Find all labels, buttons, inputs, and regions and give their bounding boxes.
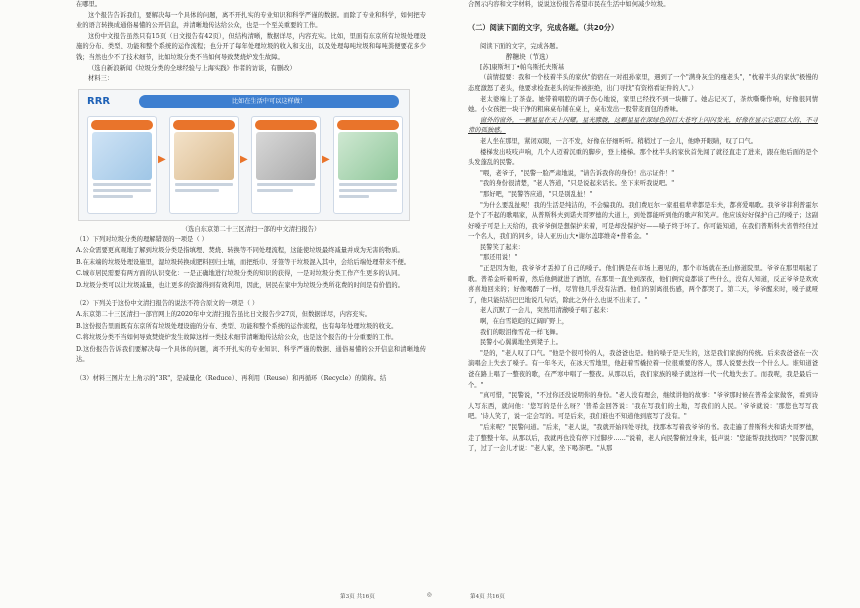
illustration-image [174, 132, 234, 180]
question: （2）下列关于这份中文清扫报告的说法不符合原文的一项是（ ） [76, 300, 259, 308]
figure-banner: 比如在生活中可以这样做！ [139, 95, 399, 108]
paragraph: 合图示内容和文字材料，说说这份报告希望市民在生活中如何减少垃圾。 [468, 1, 670, 8]
illustration-image [256, 132, 316, 180]
option: D.垃圾分类可以让垃圾减量，也让更多的资源得到有效利用，因此，居民在家中为垃圾分类所花费的时间是有价值的。 [76, 281, 404, 289]
arrow-right-icon: ▶ [158, 153, 166, 165]
rrr-logo: RRR [87, 95, 111, 107]
illustration-image [92, 132, 152, 180]
recycling-figure [78, 89, 410, 221]
figure-panel [169, 116, 239, 214]
material-label: 材料三： [88, 75, 114, 83]
binding-mark-icon: ◎ [427, 592, 432, 598]
paragraph: "我的身份很清楚，"老人答道，"只是说起来话长。坐下来听我说吧。" [480, 180, 675, 188]
paragraph: "真可惜，"民警说，"不过你还没说明你的身份。"老人没有理会，继续讲他的故事："爷爷那时候在普希金家做客，看到诗人写东西，就问他：'您写的是什么呀？'普希金回答说：'我在写我们的土地，写我们的人民。'爷爷就说：'那您也写写我吧。'诗人笑了，说一定会写的。可是后来，我们谁也不知道他到底写了没有。" [468, 392, 818, 421]
page-footer [0, 592, 860, 604]
paragraph: "那还用说！" [480, 254, 518, 262]
left-column [76, 0, 426, 608]
paragraph: "是的，"老人叹了口气。"他是个很可怜的人，我爸爸也是。他的嗓子是天生的，这是我们家族的传统。后来我爸爸在一次演唱会上失去了嗓子。有一年冬天，在冰天雪地里，他赶着雪橇拉着一位很重要的客人，那人说要去找一个什么人。谁知道爸爸在路上唱了一整夜的歌，在严寒中唱了一整夜。从那以后，我们家族的嗓子就这样一代一代地失去了。而我呢，我是最后一个。" [468, 349, 818, 389]
paragraph: "那好吧，"民警答应道，"只是别乱扯！" [480, 190, 593, 198]
option: B.这份报告里面既有东京所有垃圾处理设施的分布、类型、功能和整个系统的运作流程，也有每年处理垃圾的收支。 [76, 322, 398, 330]
passage-title: 醉糖块（节选） [506, 53, 553, 62]
arrow-right-icon: ▶ [240, 153, 248, 165]
paragraph: "正是因为他，我爷爷才丢掉了自己的嗓子。他们俩是在市场上遇见的，那个市场就在圣山修道院里。爷爷在那里唱起了歌。普希金听着听着，然后他俩就进了酒馆，在那里一直坐到深夜，他们俩究竟都谈了些什么，没有人知道，反正爷爷是欢欢喜喜地回来的；好像喝醉了一样，尽管他几乎没有沾酒。他们的别离很伤感，两个都哭了。第二天，爷爷醒来时，嗓子就哑了，他只能结结巴巴地说几句话，除此之外什么也说不出来了。" [468, 265, 818, 304]
right-column [468, 0, 818, 608]
paragraph: 老人坐在那里，紧闭双眼，一言不发，好像在仔细听听。稍稍过了一会儿，他睁开眼睛，叹了口气。 [480, 137, 758, 145]
option: D.这份报告告诉我们要解决每一个具体的问题，离不开扎实的专业知识、科学严谨的数据、通俗易懂的公开信息和清晰地传达。 [76, 345, 426, 364]
option: B.在末端的垃圾处理设施里，湿垃圾转换成肥料回归土壤，而把纸巾、牙签等干垃圾混入其中，会给后端处理带来不便。 [76, 258, 411, 266]
verse-line: 我们的眼泪像雪花一样飞舞。 [480, 328, 562, 336]
paragraph: 楼梯发出吱吱声响，几个人迈着沉重的脚步，登上楼梯。那个枕半头的家伙首先闯了就径直走了进来，跟在他后面的是个头发蓬乱的民警。 [468, 148, 818, 167]
option: A.公众需要更真观地了解到垃圾分类是指填埋、焚烧、转换等不同处理流程，这能使垃圾最终减量并成为无害的物质。 [76, 246, 404, 254]
paragraph: 这个报告告诉我们，要解决每一个具体的问题，离不开扎实的专业知识和科学严谨的数据。而除了专业和科学，如何把专业的语言转换成通俗易懂的公开信息，并清晰地传达给公众，也是一个至关重要的工作。 [76, 11, 426, 30]
page-number-right: 第4页 共16页 [470, 594, 505, 600]
paragraph: "为什么要乱扯呢！我的生活是纯洁的，不会骗我的。我们费厄尔一家祖祖辈辈都是车夫，都喜爱唱歌。我爷爷菲利普霍尔是个了不起的歌唱家，从普斯科夫到诺夫哥罗德的大道上，到处都能听到他的歌声和笑声。他应该好好保护自己的嗓子；这副好嗓子可是上天给的，我爷爷倒是想保护来着，可是却没保护好——嗓子终于坏了。你可能知道，在我们普斯科夫省曾经住过一个名人，我们的同乡，诗人亚历山大•谢尔盖耶维奇•普希金。" [468, 201, 818, 241]
figure-caption: （选自东京第二十三区清扫一部的中文清扫报告） [181, 225, 321, 233]
underlined-paragraph: 窗外的窗外，一颗星星在天上闪耀。星光朦胧，这颗星星在深绿色的巨大苍穹上闪闪发光，好像在显示它那巨大的、不寻常的孤独感。 [468, 116, 818, 135]
option: C.将垃圾分类不当如何导致焚烧炉发生故障这样一类技术细节清晰地传达给公众，也是这个报告的十分重要的工作。 [76, 334, 398, 342]
panel-title-bar [337, 120, 399, 130]
page-number-left: 第3页 共16页 [340, 594, 375, 600]
paragraph: 在哪里。 [76, 1, 102, 8]
paragraph: 民警小心翼翼地坐到凳子上。 [480, 339, 562, 347]
paragraph: 民警笑了起来： [480, 243, 525, 251]
section-heading: （二）阅读下面的文字，完成各题。（共20分） [468, 22, 619, 32]
panel-title-bar [91, 120, 153, 130]
preface: （前情提要：我和一个枝着半头的家伙"俏宿在一对祖孙家里，遇到了一个"满身灰尘的瘦老头"，"枕着半头的家伙"极慢的态度激怒了老头，他要求检查老头的证件被拒绝，出门寻找"有资格看证件的人"。） [468, 74, 818, 92]
passage-author: [苏]康斯坦丁•帕乌斯托夫斯基 [480, 63, 565, 71]
paragraph: 老太婆端上了茶壶。她带着唱腔的调子伤心地说，家里已经找不到一块糖了。她忐记灭了，茶炊嘶嘶作响，好像很同情她。小女孩把一块干净的粗麻桌布铺在桌上，桌布发出一股带麦面包的香味。 [468, 95, 818, 114]
figure-panel [333, 116, 403, 214]
panel-title-bar [255, 120, 317, 130]
illustration-image [338, 132, 398, 180]
source-note: （选自新浪新闻《垃圾分类的全球经验与上海实践》作者的访谈，有删改） [88, 64, 296, 72]
question: （1）下列对垃圾分类的理解错误的一项是（ ） [76, 236, 208, 244]
paragraph: "喂，老爷子，"民警一脸严肃地说，"请告诉我你的身份！出示证件！" [480, 169, 675, 177]
verse-line: 啊，在白雪皑皑的辽阔旷野上， [480, 318, 569, 326]
question: （3）材料三图片左上角示的"3R"，是减量化（Reduce）、再利用（Reuse）和再循环（Recycle）的简称。结 [76, 374, 387, 382]
panel-title-bar [173, 120, 235, 130]
figure-panel [87, 116, 157, 214]
option: C.城市居民需要有两方面的认识变化：一是正确地进行垃圾分类的知识的获得，一是对垃圾分类工作产生更多的认同。 [76, 270, 404, 278]
option: A.东京第二十三区清扫一部官网上的2020年中文清扫报告虽比日文报告少27页，但数据详尽，内容充实。 [76, 310, 372, 318]
figure-panel [251, 116, 321, 214]
paragraph: 这份中文报告虽然只有15页（日文报告有42页），但结构清晰，数据详尽，内容充实。比如，里面有东京所有垃圾处理设施的分布、类型、功能和整个系统的运作流程；也分开了每年处理垃圾的收入和支出，以及处理每吨垃圾和每吨粪便要花多少钱；当然也少不了技术细节，比如垃圾分类不当如何导致焚烧炉发生故障。 [76, 32, 426, 61]
arrow-right-icon: ▶ [322, 153, 330, 165]
paragraph: 老人沉默了一会儿，突然用清澈嗓子唱了起来： [480, 307, 613, 315]
instruction: 阅读下面的文字，完成各题。 [480, 42, 562, 50]
paragraph: "后来呢？"民警问道。"后来，"老人说，"我就开始四处寻找，找那本写着我爷爷的书。我走遍了普斯科夫和诺夫哥罗德，走了整整十年。从那以后，我就再也没有停下过脚步……"说着，老人向民警俯过身来，低声说："您能帮我找找吗？"民警沉默了，过了一会儿才说："老人家，坐下喝茶吧。"从那 [468, 423, 818, 453]
